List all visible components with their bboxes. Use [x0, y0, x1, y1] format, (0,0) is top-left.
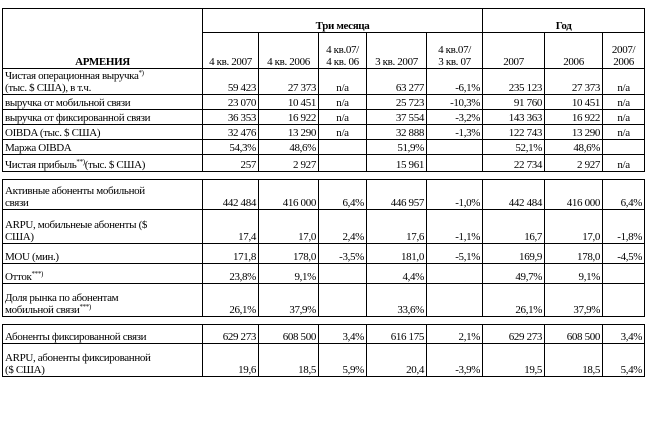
table-cell: 257 [203, 155, 259, 172]
table-cell: 18,5 [545, 344, 603, 377]
table-cell: 17,0 [259, 210, 319, 244]
table-cell: 616 175 [367, 325, 427, 344]
table-cell: 2 927 [545, 155, 603, 172]
column-header: 2007 [483, 33, 545, 69]
row-label: Чистая прибыль**)(тыс. $ США) [3, 155, 203, 172]
table-cell: n/a [603, 69, 645, 95]
table-cell: 16,7 [483, 210, 545, 244]
table-cell [603, 140, 645, 155]
table-cell [319, 264, 367, 284]
table-cell: 63 277 [367, 69, 427, 95]
table-cell: 122 743 [483, 125, 545, 140]
table-cell: -3,9% [427, 344, 483, 377]
header-three-months: Три месяца [203, 9, 483, 33]
table-cell: 37,9% [545, 284, 603, 317]
column-header: 2007/ 2006 [603, 33, 645, 69]
table-cell: 51,9% [367, 140, 427, 155]
table-cell: 91 760 [483, 95, 545, 110]
table-cell: n/a [603, 125, 645, 140]
table-cell: 52,1% [483, 140, 545, 155]
column-header: 3 кв. 2007 [367, 33, 427, 69]
row-label: OIBDA (тыс. $ США) [3, 125, 203, 140]
table-cell: 27 373 [259, 69, 319, 95]
table-cell [427, 140, 483, 155]
table-cell: -1,1% [427, 210, 483, 244]
table-cell: n/a [603, 155, 645, 172]
table-cell: 22 734 [483, 155, 545, 172]
column-header: 4 кв. 2006 [259, 33, 319, 69]
table-cell: 169,9 [483, 244, 545, 264]
row-label: выручка от фиксированной связи [3, 110, 203, 125]
table-cell: -1,3% [427, 125, 483, 140]
table-cell [427, 155, 483, 172]
table-title: АРМЕНИЯ [3, 9, 203, 69]
table-cell: 32 888 [367, 125, 427, 140]
table-cell: 27 373 [545, 69, 603, 95]
table-cell: 442 484 [203, 180, 259, 210]
column-header: 2006 [545, 33, 603, 69]
table-cell: 16 922 [259, 110, 319, 125]
table-row [3, 155, 645, 172]
table-cell: -4,5% [603, 244, 645, 264]
column-header: 4 кв. 2007 [203, 33, 259, 69]
table-cell: 3,4% [319, 325, 367, 344]
row-label: MOU (мин.) [3, 244, 203, 264]
table-cell [319, 140, 367, 155]
table-cell: 18,5 [259, 344, 319, 377]
row-label: выручка от мобильной связи [3, 95, 203, 110]
table-cell: 49,7% [483, 264, 545, 284]
table-cell: 16 922 [545, 110, 603, 125]
table-cell [603, 284, 645, 317]
row-label: Абоненты фиксированной связи [3, 325, 203, 344]
row-spacer [3, 317, 645, 325]
table-cell: 9,1% [259, 264, 319, 284]
table-cell: 23 070 [203, 95, 259, 110]
table-cell: -1,8% [603, 210, 645, 244]
table-row [3, 110, 645, 125]
table-cell: 20,4 [367, 344, 427, 377]
row-label: ARPU, абоненты фиксированной ($ США) [3, 344, 203, 377]
table-cell [427, 284, 483, 317]
table-cell: 33,6% [367, 284, 427, 317]
table-cell: n/a [319, 69, 367, 95]
table-cell: 608 500 [545, 325, 603, 344]
armenia-financials-table [2, 8, 645, 377]
table-cell: -6,1% [427, 69, 483, 95]
table-cell: 23,8% [203, 264, 259, 284]
column-header: 4 кв.07/ 4 кв. 06 [319, 33, 367, 69]
table-cell: n/a [319, 125, 367, 140]
table-cell: 442 484 [483, 180, 545, 210]
table-cell: -5,1% [427, 244, 483, 264]
table-cell: -3,5% [319, 244, 367, 264]
table-cell: -10,3% [427, 95, 483, 110]
table-cell: 5,4% [603, 344, 645, 377]
table-cell: n/a [319, 95, 367, 110]
table-cell: 2,1% [427, 325, 483, 344]
table-row [3, 210, 645, 244]
table-cell: 26,1% [203, 284, 259, 317]
table-cell: 17,4 [203, 210, 259, 244]
row-label: Отток***) [3, 264, 203, 284]
table-row [3, 125, 645, 140]
table-row [3, 344, 645, 377]
table-cell: 10 451 [545, 95, 603, 110]
table-cell: 25 723 [367, 95, 427, 110]
table-cell: 32 476 [203, 125, 259, 140]
table-cell: 416 000 [259, 180, 319, 210]
table-cell: 4,4% [367, 264, 427, 284]
table-cell: 37 554 [367, 110, 427, 125]
table-row [3, 264, 645, 284]
table-cell: 48,6% [259, 140, 319, 155]
table-cell: 608 500 [259, 325, 319, 344]
table-cell: 13 290 [259, 125, 319, 140]
table-row [3, 180, 645, 210]
table-cell: 143 363 [483, 110, 545, 125]
column-header: 4 кв.07/ 3 кв. 07 [427, 33, 483, 69]
table-cell [319, 155, 367, 172]
table-cell [319, 284, 367, 317]
table-cell: 171,8 [203, 244, 259, 264]
table-cell: -1,0% [427, 180, 483, 210]
table-cell [427, 264, 483, 284]
table-cell: n/a [603, 95, 645, 110]
table-cell: 629 273 [483, 325, 545, 344]
table-cell: 446 957 [367, 180, 427, 210]
table-cell: 17,6 [367, 210, 427, 244]
table-cell: 181,0 [367, 244, 427, 264]
table-cell: 178,0 [259, 244, 319, 264]
row-label: Активные абоненты мобильной связи [3, 180, 203, 210]
table-cell: 59 423 [203, 69, 259, 95]
table-row [3, 69, 645, 95]
table-cell: 37,9% [259, 284, 319, 317]
table-row [3, 95, 645, 110]
row-label: Доля рынка по абонентам мобильной связи***) [3, 284, 203, 317]
table-cell: 9,1% [545, 264, 603, 284]
table-cell: 19,6 [203, 344, 259, 377]
table-cell: 19,5 [483, 344, 545, 377]
table-cell: 17,0 [545, 210, 603, 244]
table-cell: 48,6% [545, 140, 603, 155]
row-label: ARPU, мобильнеые абоненты ($ США) [3, 210, 203, 244]
table-cell: 2,4% [319, 210, 367, 244]
table-cell: 178,0 [545, 244, 603, 264]
table-cell: 36 353 [203, 110, 259, 125]
table-row [3, 244, 645, 264]
table-cell: 10 451 [259, 95, 319, 110]
table-cell: 416 000 [545, 180, 603, 210]
table-row [3, 325, 645, 344]
table-cell: 3,4% [603, 325, 645, 344]
table-row [3, 284, 645, 317]
table-cell: 13 290 [545, 125, 603, 140]
table-cell: 15 961 [367, 155, 427, 172]
table-cell: 2 927 [259, 155, 319, 172]
table-cell: 6,4% [319, 180, 367, 210]
table-cell: n/a [319, 110, 367, 125]
table-cell: 26,1% [483, 284, 545, 317]
table-cell: 235 123 [483, 69, 545, 95]
table-cell: n/a [603, 110, 645, 125]
table-row [3, 140, 645, 155]
header-year: Год [483, 9, 645, 33]
table-cell [603, 264, 645, 284]
table-cell: 5,9% [319, 344, 367, 377]
table-cell: 6,4% [603, 180, 645, 210]
table-cell: -3,2% [427, 110, 483, 125]
row-spacer [3, 172, 645, 180]
table-cell: 54,3% [203, 140, 259, 155]
table-cell: 629 273 [203, 325, 259, 344]
row-label: Чистая операционная выручка*) (тыс. $ США), в т.ч. [3, 69, 203, 95]
row-label: Маржа OIBDA [3, 140, 203, 155]
